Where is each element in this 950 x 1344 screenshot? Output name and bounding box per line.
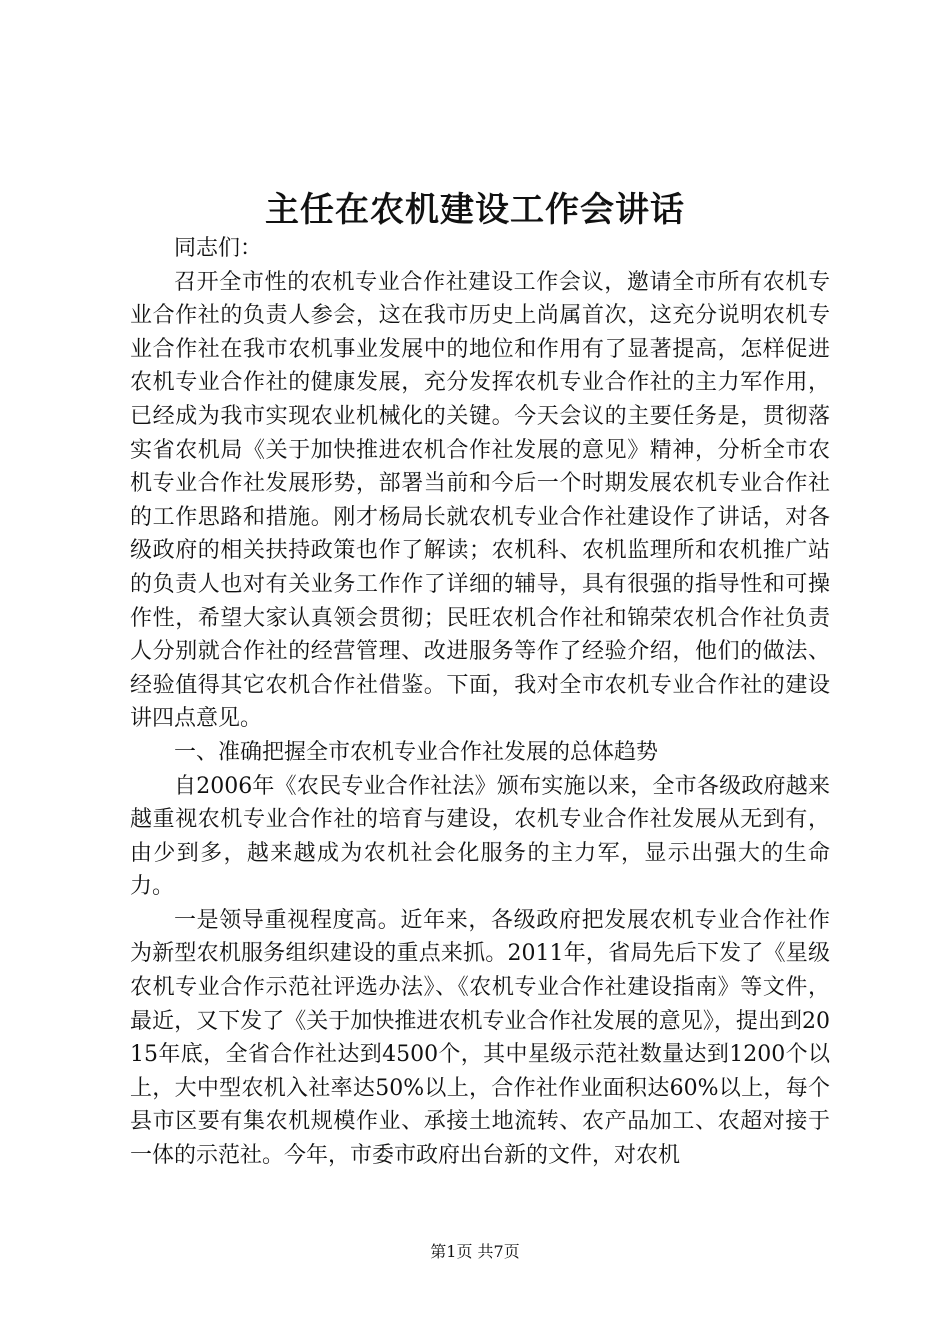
page-number-footer: 第1页 共7页 [430, 1242, 520, 1261]
document-body [130, 232, 830, 1173]
salutation-paragraph: 同志们： [174, 236, 263, 261]
document-title: 主任在农机建设工作会讲话 [265, 190, 685, 230]
intro-paragraph: 召开全市性的农机专业合作社建设工作会议，邀请全市所有农机专业合作社的负责人参会，这在我市历史上尚属首次，这充分说明农机专业合作社在我市农机事业发展中的地位和作用有了显著提高，怎样促进农机专业合作社的健康发展，充分发挥农机专业合作社的主力军作用，已经成为我市实现农业机械化的关键。今天会议的主要任务是，贯彻落实省农机局《关于加快推进农机合作社发展的意见》精神，分析全市农机专业合作社发展形势，部署当前和今后一个时期发展农机专业合作社的工作思路和措施。刚才杨局长就农机专业合作社建设作了讲话，对各级政府的相关扶持政策也作了解读；农机科、农机监理所和农机推广站的负责人也对有关业务工作作了详细的辅导，具有很强的指导性和可操作性，希望大家认真领会贯彻；民旺农机合作社和锦荣农机合作社负责人分别就合作社的经营管理、改进服务等作了经验介绍，他们的做法、经验值得其它农机合作社借鉴。下面，我对全市农机专业合作社的建设讲四点意见。 [130, 269, 830, 732]
body-paragraph: 一是领导重视程度高。近年来，各级政府把发展农机专业合作社作为新型农机服务组织建设的重点来抓。2011年，省局先后下发了《星级农机专业合作示范社评选办法》、《农机专业合作社建设指南》等文件，最近，又下发了《关于加快推进农机专业合作社发展的意见》，提出到2015年底，全省合作社达到4500个，其中星级示范社数量达到1200个以上，大中型农机入社率达50%以上，合作社作业面积达60%以上，每个县市区要有集农机规模作业、承接土地流转、农产品加工、农超对接于一体的示范社。今年，市委市政府出台新的文件，对农机 [130, 907, 830, 1169]
body-paragraph: 自2006年《农民专业合作社法》颁布实施以来，全市各级政府越来越重视农机专业合作社的培育与建设，农机专业合作社发展从无到有，由少到多，越来越成为农机社会化服务的主力军，显示出强大的生命力。 [130, 773, 830, 900]
section-heading: 一、准确把握全市农机专业合作社发展的总体趋势 [174, 739, 659, 765]
